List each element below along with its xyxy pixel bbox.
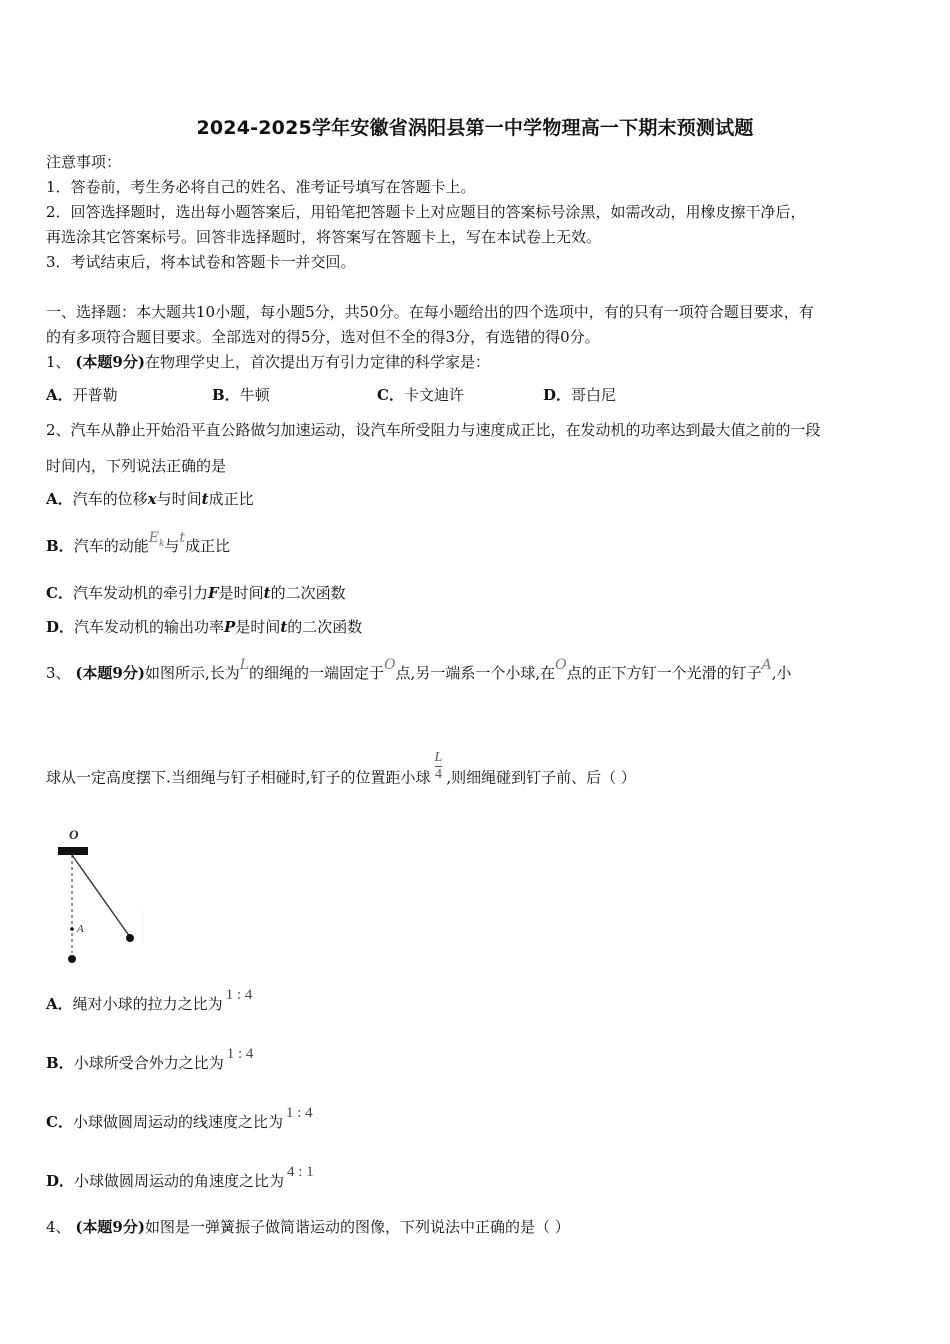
- q2-stem-line2: 时间内，下列说法正确的是: [46, 457, 227, 475]
- option-text: 汽车的动能: [73, 537, 149, 555]
- section-intro-line2: 的有多项符合题目要求。全部选对的得5分，选对但不全的得3分，有选错的得0分。: [46, 328, 600, 346]
- q1-text: 在物理学史上，首次提出万有引力定律的科学家是：: [144, 353, 490, 371]
- option-label: B．: [46, 1054, 74, 1072]
- option-text: 的二次函数: [287, 618, 363, 636]
- math-subscript: k: [158, 538, 165, 549]
- math-symbol: E: [148, 530, 159, 546]
- variable: F: [207, 584, 219, 602]
- notice-heading: 注意事项：: [46, 153, 122, 171]
- fraction-l-over-4: [435, 750, 443, 783]
- variable: t: [280, 618, 288, 636]
- option-text: 小球所受合外力之比为: [73, 1054, 224, 1072]
- option-text: 与: [164, 537, 180, 555]
- option-text: 的二次函数: [270, 584, 346, 602]
- ceiling-support: [58, 847, 88, 855]
- q1-option-c[interactable]: [377, 384, 464, 406]
- math-symbol: t: [179, 530, 186, 546]
- nail-a: [70, 927, 74, 931]
- option-label: B．: [46, 537, 74, 555]
- q2-stem-line1: 2、汽车从静止开始沿平直公路做匀加速运动，设汽车所受阻力与速度成正比，在发动机的功率达到最大值之前的一段: [46, 421, 821, 439]
- notice-item-2: 2．回答选择题时，选出每小题答案后，用铅笔把答题卡上对应题目的答案标号涂黑，如需改动，用橡皮擦干净后，: [46, 203, 806, 221]
- variable: t: [201, 490, 209, 508]
- q4-text: 如图是一弹簧振子做简谐运动的图像，下列说法中正确的是（ ）: [144, 1218, 570, 1236]
- math-symbol: O: [555, 657, 567, 673]
- option-text: 汽车发动机的输出功率: [74, 618, 225, 636]
- ratio: 1 : 4: [226, 1046, 254, 1062]
- q2-option-c[interactable]: [46, 582, 346, 604]
- math-symbol: L: [239, 657, 250, 673]
- page-title: 2024-2025学年安徽省涡阳县第一中学物理高一下期末预测试题: [196, 117, 754, 139]
- q2-option-d[interactable]: [46, 616, 362, 638]
- q1-score: (本题9分): [75, 353, 145, 371]
- option-text: 牛顿: [239, 386, 270, 404]
- option-label: D．: [46, 618, 75, 636]
- pendulum-bob: [126, 934, 134, 942]
- q4-number: 4、: [46, 1218, 71, 1236]
- notice-item-3: 3．考试结束后，将本试卷和答题卡一并交回。: [46, 253, 356, 271]
- option-text: 成正比: [185, 537, 231, 555]
- ratio: 1 : 4: [225, 987, 253, 1003]
- variable: x: [147, 490, 157, 508]
- q3-number: 3、: [46, 664, 71, 682]
- notice-item-2-cont: 再选涂其它答案标号。回答非选择题时，将答案写在答题卡上，写在本试卷上无效。: [46, 228, 602, 246]
- stem-text: 如图所示,长为: [144, 664, 240, 682]
- q1-stem: [46, 351, 490, 373]
- q3-option-d[interactable]: [46, 1164, 314, 1193]
- q1-option-a[interactable]: [46, 384, 118, 406]
- stem-text: ,则细绳碰到钉子前、后（ ）: [446, 768, 636, 787]
- q1-number: 1、: [46, 353, 71, 371]
- option-text: 卡文迪许: [403, 386, 464, 404]
- q3-score: (本题9分): [75, 664, 145, 682]
- stem-text: ,小: [771, 664, 792, 682]
- q3-option-c[interactable]: [46, 1105, 313, 1134]
- q3-option-a[interactable]: [46, 987, 253, 1016]
- math-symbol: A: [761, 657, 772, 673]
- ratio: 1 : 4: [285, 1105, 313, 1121]
- option-text: 是时间: [218, 584, 264, 602]
- pendulum-diagram: [55, 825, 155, 975]
- option-text: 汽车的位移: [72, 490, 148, 508]
- stem-text: 的细绳的一端固定于: [249, 664, 385, 682]
- option-text: 开普勒: [72, 386, 118, 404]
- ratio: 4 : 1: [287, 1164, 314, 1180]
- option-text: 绳对小球的拉力之比为: [72, 995, 223, 1013]
- option-label: A．: [46, 386, 73, 404]
- variable: t: [263, 584, 271, 602]
- q4-stem: [46, 1216, 570, 1238]
- variable: P: [224, 618, 236, 636]
- label-a: A: [77, 923, 84, 935]
- pendulum-figure: [55, 825, 155, 979]
- option-label: A．: [46, 995, 73, 1013]
- q1-option-d[interactable]: [543, 384, 616, 406]
- q3-stem-line1: [46, 657, 792, 685]
- option-label: A．: [46, 490, 73, 508]
- q2-option-b[interactable]: [46, 530, 231, 564]
- kinetic-energy-symbol: [148, 530, 165, 549]
- option-label: C．: [46, 1113, 73, 1131]
- fraction-numerator: L: [434, 750, 443, 765]
- option-label: C．: [377, 386, 404, 404]
- q4-score: (本题9分): [75, 1218, 145, 1236]
- option-text: 小球做圆周运动的角速度之比为: [74, 1172, 285, 1190]
- section-intro-line1: 一、选择题：本大题共10小题，每小题5分，共50分。在每小题给出的四个选项中，有的只有一项符合题目要求，有: [46, 303, 814, 321]
- math-symbol: O: [384, 657, 396, 673]
- fraction-denominator: 4: [434, 767, 442, 782]
- label-o: O: [69, 827, 79, 842]
- option-text: 汽车发动机的牵引力: [72, 584, 208, 602]
- option-label: D．: [543, 386, 572, 404]
- option-text: 是时间: [235, 618, 281, 636]
- option-text: 小球做圆周运动的线速度之比为: [72, 1113, 283, 1131]
- stem-text: 点,另一端系一个小球,在: [395, 664, 556, 682]
- q3-option-b[interactable]: [46, 1046, 254, 1075]
- q1-option-b[interactable]: [212, 384, 270, 406]
- option-text: 成正比: [208, 490, 254, 508]
- q2-option-a[interactable]: [46, 488, 254, 510]
- stem-text: 球从一定高度摆下.当细绳与钉子相碰时,钉子的位置距小球: [46, 768, 431, 787]
- option-label: B．: [212, 386, 240, 404]
- option-text: 与时间: [156, 490, 202, 508]
- notice-item-1: 1．答卷前，考生务必将自己的姓名、准考证号填写在答题卡上。: [46, 178, 476, 196]
- option-text: 哥白尼: [571, 386, 617, 404]
- q3-stem-line2: [46, 750, 636, 795]
- option-label: C．: [46, 584, 73, 602]
- bottom-ball: [68, 955, 76, 963]
- option-label: D．: [46, 1172, 75, 1190]
- stem-text: 点的正下方钉一个光滑的钉子: [566, 664, 762, 682]
